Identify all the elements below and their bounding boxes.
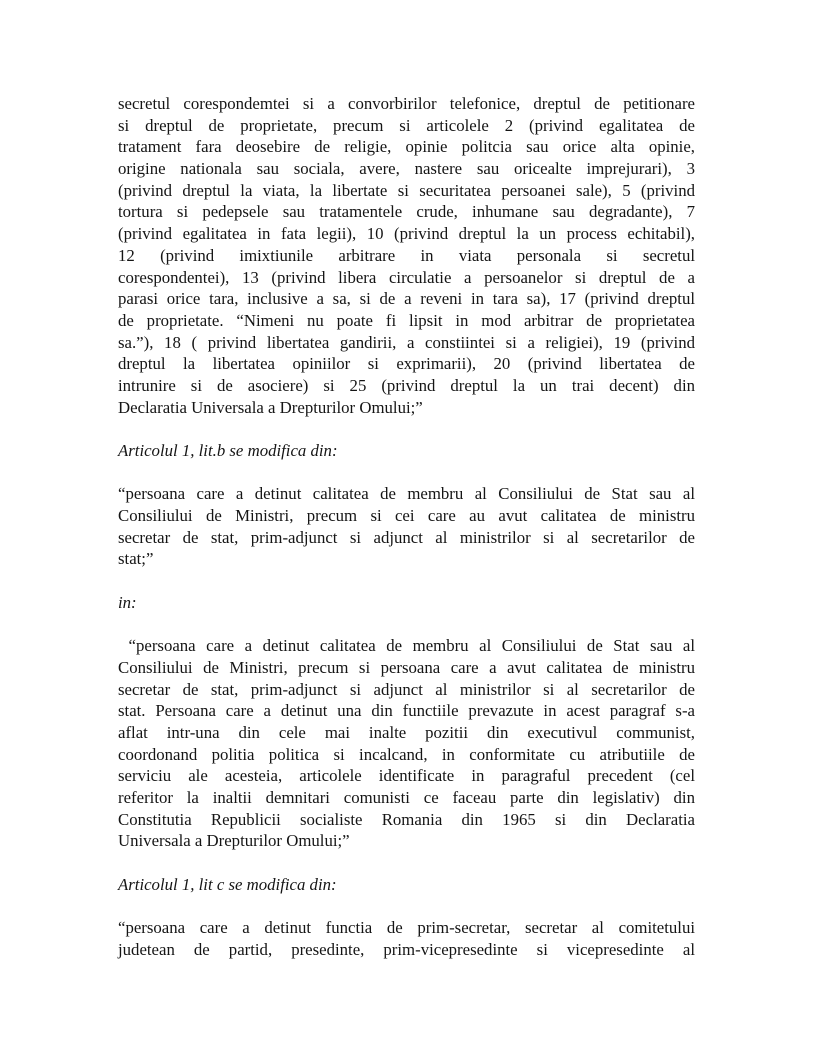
text-line: intrunire si de asociere) si 25 (privind dreptul la un trai decent) din [118, 375, 695, 395]
text-line: si dreptul de proprietate, precum si articolele 2 (privind egalitatea de [118, 115, 695, 135]
text-line: dreptul la libertatea opiniilor si exprimarii), 20 (privind libertatea de [118, 354, 695, 374]
text-line: “persoana care a detinut calitatea de membru al Consiliului de Stat sau al [118, 484, 695, 504]
text-line: Constitutia Republicii socialiste Romania din 1965 si din Declaratia [118, 809, 695, 829]
text-line: secretar de stat, prim-adjunct si adjunct al ministrilor si al secretarilor de [118, 527, 695, 547]
text-line: (privind dreptul la viata, la libertate si securitatea persoanei sale), 5 (privind [118, 180, 695, 200]
paragraph-quote-original-lit-c [118, 917, 695, 960]
text-line: “persoana care a detinut functia de prim-secretar, secretar al comitetului [118, 918, 695, 938]
text-line: Universala a Drepturilor Omului;” [118, 831, 350, 851]
text-line: “persoana care a detinut calitatea de membru al Consiliului de Stat sau al [118, 636, 695, 656]
section-heading-articolul-1-lit-c: Articolul 1, lit c se modifica din: [118, 874, 337, 894]
section-heading-articolul-1-lit-b: Articolul 1, lit.b se modifica din: [118, 441, 338, 460]
text-line: stat. Persoana care a detinut una din functiile prevazute in acest paragraf s-a [118, 701, 695, 721]
text-line: Declaratia Universala a Drepturilor Omului;” [118, 397, 423, 417]
text-line: tratament fara deosebire de religie, opinie politcia sau orice alta opinie, [118, 137, 695, 157]
text-line: coordonand politia politica si incalcand, in conformitate cu atributiile de [118, 744, 695, 764]
paragraph-continuation-articles [118, 93, 695, 418]
text-line: Consiliului de Ministri, precum si persoana care a avut calitatea de ministru [118, 657, 695, 677]
text-line: origine nationala sau sociala, avere, nastere sau oricealte imprejurari), 3 [118, 159, 695, 179]
text-line: sa.”), 18 ( privind libertatea gandirii, a constiintei si a religiei), 19 (privind [118, 332, 695, 352]
text-line: referitor la inaltii demnitari comunisti ce faceau parte din legislativ) din [118, 788, 695, 807]
text-line: stat;” [118, 549, 154, 569]
text-line: 12 (privind imixtiunile arbitrare in viata personala si secretul [118, 245, 695, 265]
text-line: parasi orice tara, inclusive a sa, si de a reveni in tara sa), 17 (privind dreptul [118, 289, 695, 309]
text-line: judetean de partid, presedinte, prim-vicepresedinte si vicepresedinte al [118, 939, 695, 959]
text-line: (privind egalitatea in fata legii), 10 (privind dreptul la un process echitabil), [118, 224, 695, 244]
text-line: de proprietate. “Nimeni nu poate fi lipsit in mod arbitrar de proprietatea [118, 310, 695, 330]
text-line: aflat intr-una din cele mai inalte pozitii din executivul communist, [118, 722, 695, 742]
text-line: tortura si pedepsele sau tratamentele crude, inhumane sau degradante), 7 [118, 202, 695, 222]
document-page [118, 93, 695, 982]
text-line: corespondentei), 13 (privind libera circulatie a persoanelor si dreptul de a [118, 267, 695, 287]
section-heading-in: in: [118, 592, 137, 612]
text-line: secretul corespondemtei si a convorbirilor telefonice, dreptul de petitionare [118, 94, 695, 113]
paragraph-quote-original-lit-b [118, 483, 695, 570]
text-line: serviciu ale acesteia, articolele identificate in paragraful precedent (cel [118, 766, 695, 786]
text-line: secretar de stat, prim-adjunct si adjunct al ministrilor si al secretarilor de [118, 679, 695, 699]
paragraph-quote-modified-lit-b [118, 635, 695, 852]
text-line: Consiliului de Ministri, precum si cei care au avut calitatea de ministru [118, 506, 695, 526]
